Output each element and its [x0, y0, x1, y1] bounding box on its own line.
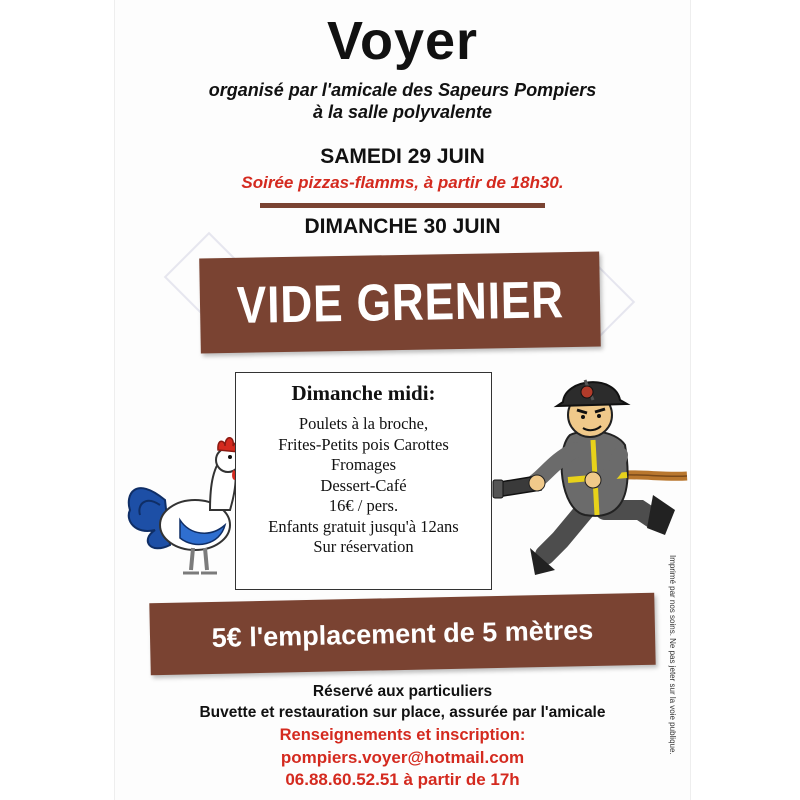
- organizer-line-1: organisé par l'amicale des Sapeurs Pompiers: [208, 80, 597, 100]
- menu-title: Dimanche midi:: [291, 381, 436, 405]
- menu-line: Enfants gratuit jusqu'à 12ans: [268, 516, 459, 536]
- menu-line: Fromages: [330, 455, 397, 474]
- saturday-date: SAMEDI 29 JUIN: [320, 145, 485, 168]
- poster-title: Voyer: [326, 11, 479, 71]
- contact-phone: 06.88.60.52.51 à partir de 17h: [285, 770, 520, 789]
- menu-line: Frites-Petits pois Carottes: [278, 434, 449, 454]
- firefighter-illustration: [475, 370, 690, 580]
- organizer-line-2: à la salle polyvalente: [312, 102, 493, 122]
- contact-email: pompiers.voyer@hotmail.com: [280, 748, 525, 767]
- saturday-event: Soirée pizzas-flamms, à partir de 18h30.: [241, 173, 564, 192]
- info-label: Renseignements et inscription:: [279, 726, 526, 744]
- print-notice: Imprimé par nos soins. Ne pas jeter sur la voie publique.: [668, 555, 677, 755]
- price-text: 5€ l'emplacement de 5 mètres: [211, 614, 594, 653]
- menu-line: Poulets à la broche,: [298, 414, 429, 433]
- refreshment-text: Buvette et restauration sur place, assurée par l'amicale: [199, 704, 606, 721]
- menu-line: Dessert-Café: [320, 475, 407, 495]
- menu-line: Sur réservation: [313, 537, 414, 556]
- menu-line: 16€ / pers.: [328, 496, 399, 515]
- menu-box: [235, 372, 492, 590]
- poster: [115, 0, 690, 800]
- reserved-text: Réservé aux particuliers: [312, 683, 493, 700]
- vide-grenier-text: VIDE GRENIER: [235, 270, 564, 335]
- divider: [260, 203, 545, 208]
- vide-grenier-banner: [199, 252, 601, 354]
- price-banner: [149, 593, 655, 676]
- sunday-date: DIMANCHE 30 JUIN: [304, 215, 501, 238]
